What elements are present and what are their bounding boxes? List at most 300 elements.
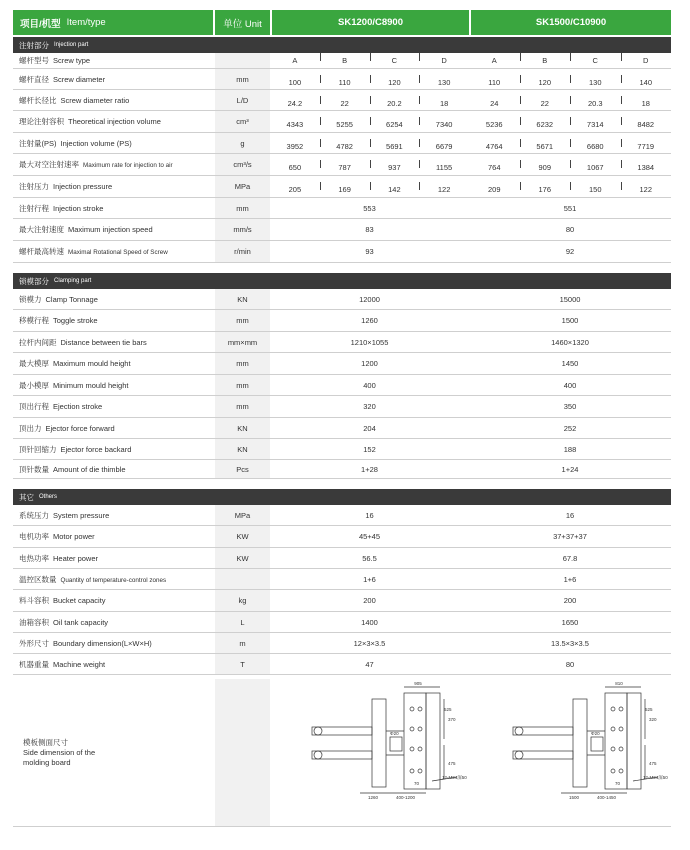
screw-value: 176 [520,185,571,194]
row-value-model2: 400 [563,380,577,390]
row-label-cn: 电机功率 [19,532,49,541]
row-label-en: System pressure [53,510,110,520]
row-label [13,638,215,649]
row-value-model2: 67.8 [562,553,578,563]
section-title-cn: 其它 [19,492,34,502]
table-row [13,590,671,612]
screw-value: 209 [487,185,501,194]
dim-right-c-label: 475 [649,761,657,766]
row-label [13,138,215,149]
row-label-en: Heater power [53,553,99,563]
screw-value: B [520,56,571,65]
section-header [13,273,671,289]
row-label-en: Quantity of temperature-control zones [60,576,167,584]
bolt-hole [418,707,422,711]
row-label-en: Clamp Tonnage [45,294,98,304]
screw-value: 6680 [570,142,621,151]
table-row [13,310,671,332]
table-row [13,332,671,353]
screw-value: 764 [487,163,501,172]
bolt-hole [619,747,623,751]
screw-value: 5255 [320,120,370,129]
row-label-cn: 拉杆内间距 [19,337,57,347]
screw-value: 150 [570,185,621,194]
row-unit: KN [215,439,270,459]
row-label [13,181,215,192]
dim-top-label: 810 [615,681,623,686]
row-label [13,531,215,542]
row-unit: KN [215,289,270,309]
screw-value: 130 [570,78,621,87]
table-row [13,198,671,219]
row-label-en: Amount of die thimble [53,464,126,474]
header-model2: SK1500/C10900 [471,10,671,35]
row-value-model2: 1450 [561,359,579,368]
bolt-hole [619,707,623,711]
row-value-model1: 1210×1055 [350,337,389,347]
row-label-en: Machine weight [53,659,106,669]
row-value-model2: 200 [563,596,577,605]
table-row [13,219,671,241]
row-label-cn: 移模行程 [19,316,49,325]
row-label-cn: 电热功率 [19,553,49,563]
screw-values [270,139,469,151]
row-value-model2 [469,117,671,129]
row-label-cn: 最大注射速度 [19,225,64,234]
screw-value: 20.2 [370,99,420,108]
screw-value: 169 [320,185,370,194]
row-value-model1 [270,182,469,194]
section-title-cn: 锁模部分 [19,276,49,286]
row-label [13,337,215,348]
row-unit: cm³ [215,111,270,132]
row-value-model2: 13.5×3×3.5 [551,638,589,648]
screw-value: 24 [490,98,499,108]
row-value-model1 [270,139,469,151]
row-value-model2: 1+6 [563,574,577,584]
row-unit: mm/s [215,219,270,240]
row-label-en: Oil tank capacity [53,617,109,627]
table-header [13,10,671,35]
row-label-en: Boundary dimension(L×W×H) [53,638,152,648]
screw-value: 4764 [485,141,503,151]
row-label [13,74,215,85]
row-label-cn: 顶出行程 [19,402,49,411]
row-value-model2 [469,75,671,87]
row-value-model1: 1+28 [361,464,378,474]
row-label-cn: 螺杆型号 [19,56,49,65]
screw-value: 4782 [320,142,370,151]
screw-values [469,182,671,194]
row-unit: cm³/s [215,154,270,175]
row-label-cn: 螺杆最高转速 [19,247,64,256]
section-title-en: Injection part [54,42,89,48]
screw-values [270,75,469,87]
row-label-cn: 油箱容积 [19,617,49,627]
dim-right-label: 400-1200 [396,795,416,800]
screw-value: 110 [488,77,501,87]
table-row [13,548,671,569]
row-label [13,246,215,257]
screw-value: 122 [621,185,672,194]
row-value-model1: 152 [363,444,376,454]
drawing-label-cn: 模板侧面尺寸 [23,737,68,747]
row-label [13,224,215,235]
bolt-hole [611,707,615,711]
row-value-model1: 1200 [361,359,378,368]
bolt-hole [410,747,414,751]
drawing-label-en-1: Side dimension of the [23,747,96,757]
row-unit: MPa [215,505,270,525]
screw-value: 6679 [419,142,469,151]
table-row [13,90,671,111]
row-label-cn: 最大对空注射速率 [19,160,79,169]
row-label-cn: 外形尺寸 [19,638,49,648]
row-label-en: Toggle stroke [53,316,98,325]
screw-value: 18 [621,99,672,108]
dim-right-c-label: 475 [448,761,456,766]
row-value-model1: 200 [363,596,376,605]
header-item [13,10,213,35]
section-header [13,37,671,53]
table-row [13,569,671,590]
row-value-model2 [469,56,671,65]
row-label [13,401,215,412]
table-row [13,176,671,198]
row-value-model2: 551 [563,203,577,213]
row-unit: kg [215,590,270,611]
header-item-en: Item/type [66,17,106,28]
row-label [13,380,215,391]
bolt-label: 12-M24深50 [643,775,668,780]
row-label [13,510,215,521]
bolt-label: 12-M24深50 [442,775,467,780]
dim-b-label: 525 [645,707,653,712]
bolt-hole [410,727,414,731]
dim-dia-label: Φ20 [390,731,399,736]
row-label-cn: 注射行程 [19,203,49,213]
row-label-en: Motor power [53,532,95,541]
screw-value: 24.2 [287,98,303,108]
row-label-cn: 锁模力 [19,294,42,304]
mould-block [591,737,603,751]
row-unit: mm [215,353,270,374]
row-unit: r/min [215,241,270,262]
table-row [13,53,671,69]
table-row [13,505,671,526]
mould-block [390,737,402,751]
screw-values [270,182,469,194]
screw-value: C [570,56,621,65]
dim-right-a-label: 320 [649,717,657,722]
table-row [13,526,671,548]
row-value-model1 [270,75,469,87]
dim-right-a-label: 370 [448,717,456,722]
tie-bar-end-bottom [314,751,322,759]
row-label [13,203,215,214]
screw-value: 110 [320,78,370,87]
row-unit [215,569,270,589]
table-row [13,439,671,460]
row-value-model2 [469,96,671,108]
row-value-model1 [270,56,469,65]
screw-value: 6254 [370,120,420,129]
row-label [13,116,215,127]
row-label-cn: 注射量(PS) [19,138,57,148]
screw-value: C [370,56,420,65]
row-unit: mm [215,69,270,89]
row-unit: g [215,133,270,153]
row-label-en: Ejection stroke [53,402,103,411]
platen-back [426,693,440,789]
row-value-model2: 37+37+37 [553,532,587,541]
row-label-en: Maximal Rotational Speed of Screw [68,249,168,256]
dim-left-label: 1260 [368,795,379,800]
row-value-model2: 92 [565,247,575,256]
screw-value: 937 [370,163,420,172]
row-label-en: Screw diameter ratio [60,95,130,105]
row-label-cn: 注射压力 [19,182,49,191]
bolt-hole [410,707,414,711]
row-value-model1: 56.5 [362,553,377,563]
drawing-row [13,679,671,827]
row-label [13,95,215,106]
screw-value: 3952 [286,141,304,151]
row-value-model1: 16 [365,510,374,520]
row-value-model1: 400 [363,380,376,390]
screw-value: 5671 [520,142,571,151]
row-label-en: Maximum injection speed [68,225,153,234]
row-value-model2: 80 [565,225,575,234]
table-row [13,633,671,654]
table-row [13,241,671,263]
screw-value: 7719 [621,142,672,151]
screw-value: B [320,56,370,65]
dim-dia-label: Φ20 [591,731,600,736]
screw-value: 142 [370,185,420,194]
screw-value: D [621,56,672,65]
table-row [13,612,671,633]
row-label-en: Theoretical injection volume [68,117,161,126]
screw-value: 909 [520,163,571,172]
row-label [13,464,215,475]
screw-value: 6232 [520,120,571,129]
row-label [13,358,215,369]
row-label [13,574,215,585]
row-label-en: Ejector force backard [60,444,132,454]
row-unit: L [215,612,270,632]
side-dimension-drawing-1 [270,679,469,827]
row-label-cn: 螺杆长径比 [19,95,57,105]
screw-value: D [419,56,469,65]
screw-value: 18 [419,99,469,108]
table-row [13,460,671,479]
screw-values [469,139,671,151]
row-value-model2: 80 [565,659,575,669]
spec-sheet [13,10,671,827]
moving-platen [573,699,587,787]
row-label-en: Injection pressure [53,182,113,191]
spec-sections [13,37,671,675]
row-value-model1 [270,160,469,172]
bolt-hole [619,727,623,731]
tie-bar-end-top [515,727,523,735]
row-value-model1: 47 [365,659,374,669]
row-value-model2: 252 [563,423,577,433]
screw-value: 5236 [485,120,503,129]
row-unit: mm [215,396,270,417]
screw-values [469,56,671,65]
screw-value: 140 [621,78,672,87]
row-value-model2 [469,139,671,151]
row-unit: MPa [215,176,270,197]
screw-values [469,96,671,108]
row-label [13,55,215,66]
section-title-cn: 注射部分 [19,40,49,50]
row-value-model1: 1+6 [363,574,376,584]
row-value-model1: 1400 [361,617,378,627]
screw-value: 7340 [419,120,469,129]
row-unit: mm [215,375,270,395]
screw-value: 1384 [621,163,672,172]
row-label [13,315,215,326]
table-row [13,654,671,675]
row-value-model1: 12000 [359,294,380,304]
table-row [13,111,671,133]
row-value-model1: 93 [365,247,374,256]
screw-value: 130 [419,78,469,87]
row-label-cn: 料斗容积 [19,596,49,605]
bolt-hole [619,769,623,773]
table-row [13,289,671,310]
row-value-model2: 16 [565,510,575,520]
row-label [13,595,215,606]
drawing-model1 [270,679,469,826]
row-label-en: Maximum rate for injection to air [83,162,173,169]
dim-left-label: 1500 [569,795,580,800]
tie-bar-end-top [314,727,322,735]
fixed-platen [605,693,627,789]
section-title-en: Others [39,494,58,500]
dim-d-label: 70 [414,781,420,786]
row-label [13,159,215,170]
row-value-model2: 1650 [561,617,579,627]
row-value-model1 [270,96,469,108]
bolt-hole [611,727,615,731]
screw-values [469,117,671,129]
row-value-model1: 12×3×3.5 [353,638,386,648]
row-value-model2: 1460×1320 [551,337,589,347]
screw-value: 205 [288,185,302,194]
row-value-model1: 1260 [361,316,378,325]
row-label [13,294,215,305]
row-value-model1 [270,117,469,129]
bolt-hole [410,769,414,773]
row-label-cn: 机器重量 [19,659,49,669]
screw-value: 20.3 [570,99,621,108]
bolt-hole [418,747,422,751]
row-unit: mm×mm [215,332,270,352]
header-unit: 单位 Unit [215,10,270,35]
screw-value: A [292,56,298,65]
row-unit: m [215,633,270,653]
screw-value: 7314 [570,120,621,129]
row-unit: mm [215,198,270,218]
drawing-unit [215,679,270,826]
row-value-model2: 1500 [561,316,579,325]
screw-value: 22 [520,99,571,108]
bolt-hole [611,769,615,773]
screw-values [270,96,469,108]
screw-values [270,56,469,65]
screw-values [469,160,671,172]
screw-value: 100 [288,77,302,87]
row-label-en: Maximum mould height [53,359,131,368]
moving-platen [372,699,386,787]
screw-values [270,117,469,129]
row-value-model2: 350 [563,402,577,411]
row-label-en: Minimum mould height [53,380,129,390]
table-row [13,69,671,90]
row-value-model1: 45+45 [358,532,381,541]
bolt-hole [418,769,422,773]
row-value-model1: 83 [365,225,374,234]
bolt-hole [418,727,422,731]
row-label-en: Bucket capacity [53,596,106,605]
fixed-platen [404,693,426,789]
row-unit: KW [215,526,270,547]
row-unit: KN [215,418,270,438]
table-row [13,396,671,418]
row-unit: Pcs [215,460,270,478]
drawing-label-en-2: molding board [23,757,71,767]
section-header [13,489,671,505]
row-unit: L/D [215,90,270,110]
screw-value: 22 [320,99,370,108]
row-label-cn: 系统压力 [19,510,49,520]
table-row [13,154,671,176]
screw-value: 4343 [286,120,304,129]
side-dimension-drawing-2 [469,679,671,827]
screw-value: 650 [288,163,302,172]
row-label-cn: 理论注射容积 [19,117,64,126]
row-label-en: Screw diameter [53,74,106,84]
row-label-cn: 顶出力 [19,423,42,433]
row-label-en: Ejector force forward [45,423,115,433]
screw-value: 120 [370,78,420,87]
row-unit: T [215,654,270,674]
row-unit: mm [215,310,270,331]
dim-d-label: 70 [615,781,621,786]
dim-top-label: 905 [414,681,422,686]
table-row [13,353,671,375]
row-value-model1: 553 [363,203,376,213]
row-value-model2 [469,160,671,172]
screw-value: 8482 [621,120,672,129]
row-label [13,423,215,434]
screw-value: 787 [320,163,370,172]
row-label [13,659,215,670]
screw-value: A [491,56,497,65]
screw-value: 120 [520,78,571,87]
row-unit: KW [215,548,270,568]
row-label [13,617,215,628]
row-value-model1: 320 [363,402,376,411]
table-row [13,375,671,396]
row-label-en: Screw type [53,56,91,65]
row-label-cn: 顶针数量 [19,464,49,474]
tie-bar-end-bottom [515,751,523,759]
